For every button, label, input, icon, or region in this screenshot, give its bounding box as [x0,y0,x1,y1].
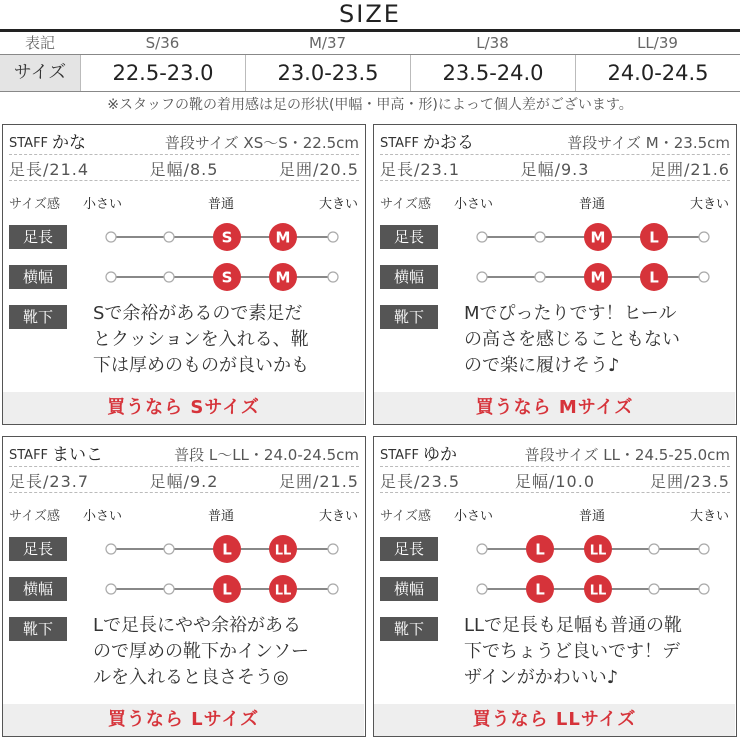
header-cell-m: M/37 [308,34,347,52]
header-cell-ll: LL/39 [637,34,678,52]
fit-mark-label: S [221,228,233,247]
fit-scale-step-1 [535,272,545,282]
row-label-length: 足長 [380,225,438,249]
fit-scale-header [3,195,367,215]
fit-scale-big: 大きい [690,509,730,524]
fit-scale-step-1 [164,232,174,242]
staff-header [9,131,359,155]
size-table [0,32,740,92]
fit-scale-svg [103,222,343,252]
comment-line: 下は厚めのものが良いかも [93,355,309,376]
staff-comment [93,613,363,691]
fit-scale-step-0 [477,272,487,282]
staff-usual-size: 普段 L〜LL・24.0-24.5cm [174,446,359,464]
foot-length: 足長/23.5 [380,472,461,491]
width-fit-scale [474,574,714,604]
length-fit-scale [474,534,714,564]
fit-scale-step-0 [106,232,116,242]
fit-scale-title: サイズ感 [9,197,60,212]
staff-tag: STAFF [9,448,49,463]
fit-scale-svg [103,262,343,292]
fit-scale-title: サイズ感 [380,197,431,212]
length-fit-scale [103,222,343,252]
foot-measurements [380,469,730,493]
fit-scale-step-0 [106,272,116,282]
staff-usual-size: 普段サイズ XS〜S・22.5cm [164,134,359,152]
comment-line: ルを入れると良さそう◎ [93,667,289,688]
fit-scale-step-3 [649,584,659,594]
fit-scale-header [374,507,738,527]
staff-comment [464,301,734,379]
fit-scale-svg [474,534,714,564]
foot-girth: 足囲/23.5 [649,472,730,491]
comment-line: Mでぴったりです！ヒール [464,303,677,324]
staff-header [9,443,359,467]
staff-header [380,443,730,467]
recommendation-band [3,704,364,736]
header-cell-s: S/36 [145,34,180,52]
fit-scale-svg [103,574,343,604]
fit-scale-step-1 [164,272,174,282]
fit-scale-step-4 [328,584,338,594]
staff-card [2,436,366,737]
fit-scale-big: 大きい [319,197,359,212]
fit-scale-normal: 普通 [208,509,235,524]
fit-scale-step-1 [164,584,174,594]
recommendation-band [3,392,364,424]
staff-name: まいこ [52,445,104,465]
fit-scale-normal: 普通 [579,197,606,212]
fit-scale-step-0 [106,584,116,594]
fit-scale-header [374,195,738,215]
fit-scale-title: サイズ感 [9,509,60,524]
foot-width: 足幅/9.2 [149,472,219,491]
comment-line: 下でちょうど良いです！デ [464,641,680,662]
staff-comment [93,301,363,379]
header-cell-notation: 表記 [24,34,55,52]
staff-tag: STAFF [380,448,420,463]
fit-mark-label: M [590,268,606,287]
fit-scale-big: 大きい [319,509,359,524]
fit-scale-step-0 [106,544,116,554]
fit-mark-label: L [535,580,545,599]
fit-scale-big: 大きい [690,197,730,212]
foot-length: 足長/21.4 [9,160,90,179]
fit-scale-svg [474,222,714,252]
recommended-size: 買うなら Lサイズ [107,709,260,730]
fit-scale-step-4 [699,232,709,242]
comment-line: LLで足長も足幅も普通の靴 [464,615,683,636]
staff-name: かな [52,133,87,153]
row-label-length: 足長 [380,537,438,561]
staff-tag: STAFF [380,136,420,151]
staff-usual-size: 普段サイズ LL・24.5-25.0cm [524,446,730,464]
recommended-size: 買うなら Sサイズ [107,397,260,418]
fit-mark-label: LL [274,543,292,559]
staff-usual-size: 普段サイズ M・23.5cm [567,134,730,152]
row-label-width: 横幅 [9,265,67,289]
foot-width: 足幅/10.0 [514,472,596,491]
staff-header [380,131,730,155]
comment-line: Sで余裕があるので素足だ [93,303,303,324]
fit-scale-step-3 [649,544,659,554]
comment-line: の高さを感じることもない [464,329,680,350]
staff-card [373,124,737,425]
comment-line: ので楽に履けそう♪ [464,355,620,376]
row-label-width: 横幅 [380,577,438,601]
size-cell-s: 22.5-23.0 [80,55,245,91]
fit-mark-label: S [221,268,233,287]
fit-scale-step-1 [164,544,174,554]
recommendation-band [374,704,735,736]
fit-scale-small: 小さい [454,197,494,212]
fit-scale-normal: 普通 [208,197,235,212]
fit-mark-label: LL [274,583,292,599]
fit-mark-label: L [535,540,545,559]
page-title: SIZE [339,0,401,28]
fit-scale-step-0 [477,232,487,242]
fit-scale-step-4 [328,272,338,282]
staff-name: かおる [423,133,475,153]
fit-scale-step-4 [328,544,338,554]
size-cell-ll: 24.0-24.5 [575,55,740,91]
fit-mark-label: M [275,268,291,287]
row-label-width: 横幅 [9,577,67,601]
header-cell-l: L/38 [476,34,509,52]
size-cell-m: 23.0-23.5 [245,55,410,91]
recommendation-band [374,392,735,424]
row-label-socks: 靴下 [380,305,438,329]
staff-tag: STAFF [9,136,49,151]
foot-measurements [380,157,730,181]
row-label-socks: 靴下 [9,305,67,329]
fit-scale-step-0 [477,584,487,594]
row-label-width: 横幅 [380,265,438,289]
staff-comment [464,613,734,691]
staff-card [373,436,737,737]
size-cell-l: 23.5-24.0 [410,55,575,91]
fit-scale-svg [474,262,714,292]
fit-scale-step-4 [699,544,709,554]
foot-girth: 足囲/20.5 [278,160,359,179]
fit-mark-label: L [649,228,659,247]
fit-scale-step-1 [535,232,545,242]
fit-scale-step-4 [699,584,709,594]
fit-scale-small: 小さい [83,197,123,212]
width-fit-scale [474,262,714,292]
row-label-length: 足長 [9,225,67,249]
foot-width: 足幅/8.5 [149,160,219,179]
size-table-row [0,54,740,92]
fit-scale-small: 小さい [83,509,123,524]
comment-line: ので厚めの靴下かインソー [93,641,309,662]
row-label-socks: 靴下 [380,617,438,641]
foot-girth: 足囲/21.6 [649,160,730,179]
length-fit-scale [474,222,714,252]
fit-scale-small: 小さい [454,509,494,524]
foot-girth: 足囲/21.5 [278,472,359,491]
row-label-socks: 靴下 [9,617,67,641]
size-table-header [0,32,740,54]
fit-scale-normal: 普通 [579,509,606,524]
foot-length: 足長/23.7 [9,472,90,491]
foot-length: 足長/23.1 [380,160,461,179]
recommended-size: 買うなら Mサイズ [475,397,634,418]
comment-line: とクッションを入れる、靴 [93,329,309,350]
fit-scale-svg [103,534,343,564]
fit-scale-step-4 [699,272,709,282]
foot-measurements [9,157,359,181]
length-fit-scale [103,534,343,564]
comment-line: Lで足長にやや余裕がある [93,615,302,636]
foot-measurements [9,469,359,493]
comment-line: ザインがかわいい♪ [464,667,619,688]
fit-mark-label: L [222,580,232,599]
fit-mark-label: L [649,268,659,287]
foot-width: 足幅/9.3 [520,160,590,179]
fit-scale-title: サイズ感 [380,509,431,524]
row-label-length: 足長 [9,537,67,561]
fit-scale-step-0 [477,544,487,554]
width-fit-scale [103,574,343,604]
fit-mark-label: M [590,228,606,247]
row-label-size: サイズ [0,55,80,91]
fit-disclaimer-note: ※スタッフの靴の着用感は足の形状(甲幅・甲高・形)によって個人差がございます。 [107,97,633,113]
width-fit-scale [103,262,343,292]
fit-scale-svg [474,574,714,604]
staff-card [2,124,366,425]
recommended-size: 買うなら LLサイズ [472,709,637,730]
fit-mark-label: M [275,228,291,247]
fit-mark-label: LL [589,543,607,559]
fit-scale-step-4 [328,232,338,242]
staff-name: ゆか [423,445,458,465]
fit-mark-label: L [222,540,232,559]
fit-scale-header [3,507,367,527]
fit-mark-label: LL [589,583,607,599]
